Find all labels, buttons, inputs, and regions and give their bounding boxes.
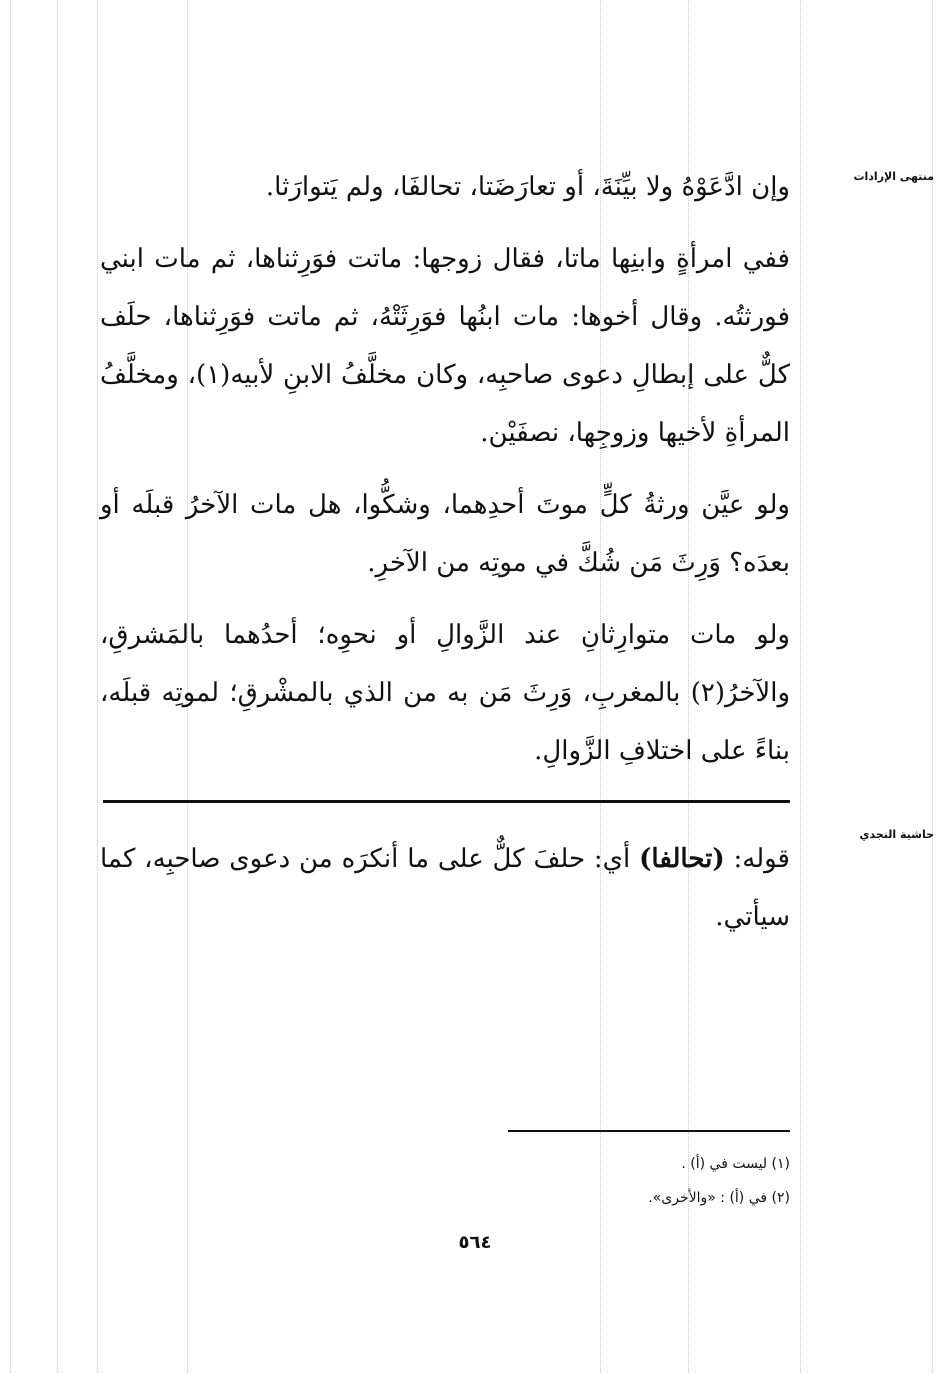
- scan-guide-line: [57, 0, 58, 1373]
- scan-guide-line: [10, 0, 11, 1373]
- footnote-item: (٢) في (أ) : «والأخرى».: [648, 1190, 790, 1206]
- commentary-body: أي: حلفَ كلٌّ على ما أنكرَه من دعوى صاحبِه، كما سيأتي.: [100, 844, 790, 932]
- margin-label-commentary: حاشية النجدي: [859, 828, 934, 841]
- main-paragraph: ولو مات متوارِثانِ عند الزَّوالِ أو نحوِه؛ أحدُهما بالمَشرقِ، والآخرُ(٢) بالمغربِ، وَرِثَ مَن به من الذي بالمشْرقِ؛ لموتِه قبلَه، بناءً على اختلافِ الزَّوالِ.: [100, 620, 790, 766]
- scan-guide-line: [800, 0, 801, 1373]
- section-divider: [103, 800, 790, 803]
- footnotes: [500, 1147, 790, 1215]
- main-paragraph: ففي امرأةٍ وابنِها ماتا، فقال زوجها: ماتت فوَرِثناها، ثم مات ابني فورثتُه. وقال أخوها: مات ابنُها فوَرِثَتْهُ، ثم ماتت فوَرِثناها، حلَف كلٌّ على إبطالِ دعوى صاحبِه، وكان مخلَّفُ الابنِ لأبيه(١)، ومخلَّفُ المرأةِ لأخيها وزوجِها، نصفَيْن.: [100, 244, 790, 448]
- footnote-rule: [508, 1130, 790, 1132]
- margin-label-main-text: منتهى الإرادات: [853, 170, 934, 183]
- commentary-paragraph: [100, 830, 790, 946]
- commentary-prefix: قوله:: [724, 844, 790, 874]
- commentary-term: (تحالفا): [639, 844, 725, 874]
- main-text: [100, 158, 790, 780]
- page-number: ٥٦٤: [458, 1232, 492, 1253]
- commentary-text: [100, 830, 790, 946]
- scan-guide-line: [932, 0, 933, 1373]
- main-paragraph: وإن ادَّعَوْهُ ولا بيِّنَةَ، أو تعارَضَتا، تحالفَا، ولم يَتوارَثا.: [265, 172, 790, 202]
- scan-guide-line: [97, 0, 98, 1373]
- main-paragraph: ولو عيَّن ورثةُ كلٍّ موتَ أحدِهما، وشكُّوا، هل مات الآخرُ قبلَه أو بعدَه؟ وَرِثَ مَن شُكَّ في موتِه من الآخرِ.: [100, 490, 790, 578]
- footnote-item: (١) ليست في (أ) .: [681, 1156, 790, 1172]
